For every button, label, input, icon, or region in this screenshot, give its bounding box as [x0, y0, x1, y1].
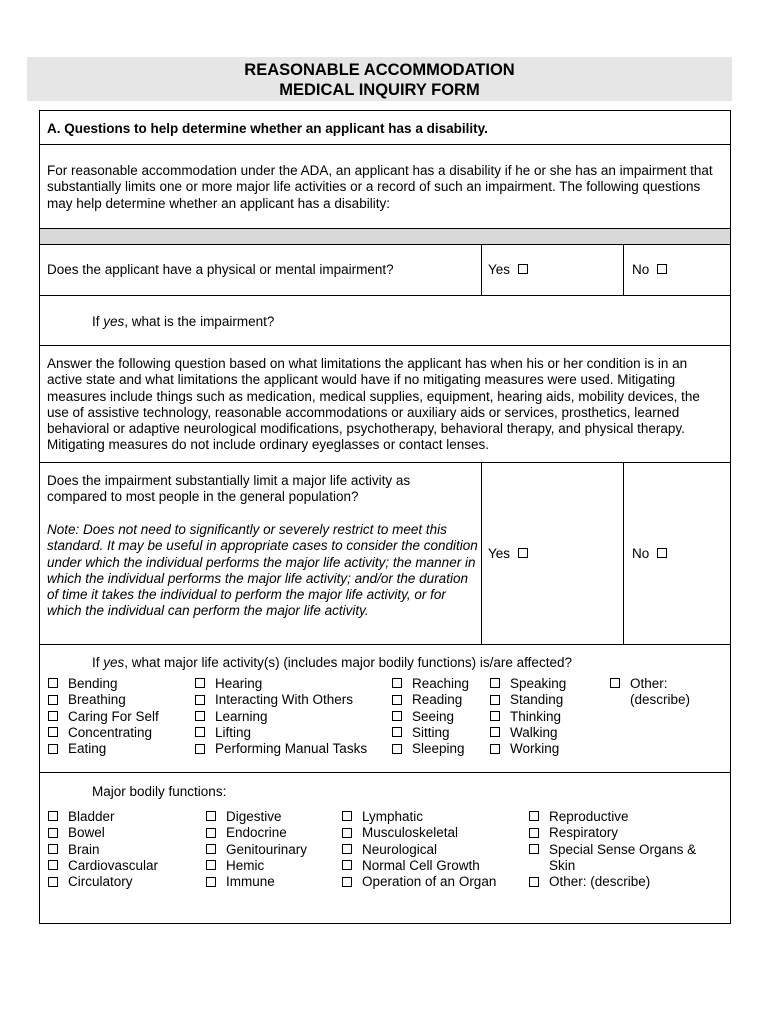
checkbox[interactable]: [206, 860, 216, 870]
life-activity-label: Standing: [510, 692, 564, 708]
life-activity-item[interactable]: [48, 676, 159, 692]
bodily-function-label: Musculoskeletal: [362, 825, 459, 841]
life-activity-item[interactable]: [490, 676, 566, 692]
q1-yes-cell: [481, 244, 624, 296]
checkbox[interactable]: [48, 695, 58, 705]
life-activity-label: Hearing: [215, 676, 263, 691]
bodily-function-label: Lymphatic: [362, 809, 424, 824]
bodily-function-item[interactable]: [529, 809, 696, 825]
q1-followup-prefix: If: [92, 314, 104, 329]
bodily-functions-cell: [39, 772, 731, 924]
q1-followup-cell[interactable]: [39, 295, 731, 346]
q2-no-label: No: [632, 546, 650, 561]
q1-no-label: No: [632, 262, 650, 277]
life-activity-label: Speaking: [510, 676, 567, 691]
separator-bar: [39, 228, 731, 245]
bodily-function-item[interactable]: [206, 825, 307, 841]
checkbox[interactable]: [529, 877, 539, 887]
q1-no-cell: [623, 244, 731, 296]
checkbox[interactable]: [490, 695, 500, 705]
life-activity-label: Sleeping: [412, 741, 465, 757]
checkbox[interactable]: [490, 678, 500, 688]
bodily-function-label: Special Sense Organs &: [549, 841, 697, 857]
checkbox[interactable]: [392, 744, 402, 754]
life-activity-label: Eating: [68, 741, 107, 757]
checkbox[interactable]: [48, 811, 58, 821]
checkbox[interactable]: [206, 844, 216, 854]
q1-followup-yes-word: yes: [103, 314, 125, 329]
checkbox[interactable]: [206, 828, 216, 838]
bodily-functions-col2: [206, 809, 307, 890]
checkbox[interactable]: [342, 811, 352, 821]
checkbox[interactable]: [529, 811, 539, 821]
life-activities-col3: [392, 676, 469, 757]
bodily-function-item[interactable]: [48, 825, 158, 841]
life-activity-other-item[interactable]: [610, 676, 690, 692]
life-activities-prefix: If: [92, 655, 104, 670]
checkbox[interactable]: [195, 711, 205, 721]
checkbox[interactable]: [490, 727, 500, 737]
checkbox[interactable]: [48, 860, 58, 870]
life-activity-label: Working: [510, 741, 560, 757]
bodily-function-label: Digestive: [226, 809, 282, 824]
life-activity-label: Sitting: [412, 724, 450, 740]
life-activity-item[interactable]: [195, 741, 367, 757]
bodily-function-item[interactable]: [48, 858, 158, 874]
life-activity-item[interactable]: [195, 725, 367, 741]
life-activity-item[interactable]: [48, 692, 159, 708]
bodily-function-label: Hemic: [226, 857, 265, 873]
life-activity-label: Learning: [215, 708, 268, 724]
section-a-heading: A. Questions to help determine whether an applicant has a disability.: [47, 121, 488, 136]
bodily-function-label: Operation of an Organ: [362, 874, 497, 890]
bodily-function-continuation: Skin: [549, 857, 576, 873]
checkbox[interactable]: [392, 695, 402, 705]
bodily-function-label: Normal Cell Growth: [362, 857, 480, 873]
bodily-function-item[interactable]: [342, 858, 496, 874]
bodily-function-item[interactable]: [342, 874, 496, 890]
life-activities-col2: [195, 676, 367, 757]
checkbox[interactable]: [48, 727, 58, 737]
q1-no-checkbox[interactable]: [657, 264, 667, 274]
checkbox[interactable]: [342, 844, 352, 854]
life-activity-label: Performing Manual Tasks: [215, 741, 368, 757]
section-a-intro-cell: [39, 144, 731, 229]
bodily-function-item[interactable]: [206, 809, 307, 825]
q2-question-cell: [39, 462, 482, 645]
life-activity-item[interactable]: [195, 692, 367, 708]
q1-followup-text: [92, 314, 274, 330]
life-activity-item[interactable]: [48, 709, 159, 725]
life-activities-col4: [490, 676, 566, 757]
bodily-function-item[interactable]: [48, 874, 158, 890]
q2-note: Note: Does not need to significantly or severely restrict to meet this standard. It may be useful in appropriate cases to consider the condition under which the individual performs the major life activity; the manner in which the individual performs the major life activity; and/or the duration of time it takes the individual to perform the major life activity, or for which the individual can perform the major life activity.: [47, 522, 478, 619]
life-activity-item[interactable]: [490, 741, 566, 757]
life-activity-label: Caring For Self: [68, 708, 159, 724]
checkbox[interactable]: [490, 711, 500, 721]
life-activities-cell: [39, 644, 731, 773]
life-activity-item[interactable]: [392, 725, 469, 741]
checkbox[interactable]: [48, 711, 58, 721]
life-activities-other: [610, 676, 690, 709]
checkbox[interactable]: [195, 678, 205, 688]
life-activity-item[interactable]: [490, 709, 566, 725]
life-activity-label: Bending: [68, 676, 118, 691]
checkbox[interactable]: [48, 678, 58, 688]
mitigating-measures-text: Answer the following question based on what limitations the applicant has when his or her condition is in an active state and what limitations the applicant would have if no mitigating measures were used. Mitigating measures include things such as medication, medical supplies, equipment, hearing aids, mobility devices, the use of assistive technology, reasonable accommodations or auxiliary aids or services, prosthetics, learned behavioral or adaptive neurological modifications, psychotherapy, behavioral therapy, and physical therapy. Mitigating measures do not include ordinary eyeglasses or contact lenses.: [47, 356, 700, 453]
bodily-function-label: Respiratory: [549, 825, 619, 841]
bodily-function-item[interactable]: [206, 874, 307, 890]
bodily-function-label: Immune: [226, 874, 275, 890]
q2-question: Does the impairment substantially limit a major life activity as compared to most people in the general population?: [47, 473, 411, 505]
life-activity-label: Reading: [412, 692, 463, 708]
life-activity-label: Breathing: [68, 692, 126, 708]
life-activity-label: Reaching: [412, 676, 470, 691]
bodily-function-item[interactable]: [206, 858, 307, 874]
bodily-functions-col3: [342, 809, 496, 890]
life-activity-label: Concentrating: [68, 724, 153, 740]
bodily-function-item[interactable]: [206, 842, 307, 858]
bodily-function-label: Bladder: [68, 809, 115, 824]
life-activity-item[interactable]: [490, 692, 566, 708]
q1-question-cell: [39, 244, 482, 296]
checkbox[interactable]: [195, 727, 205, 737]
life-activity-item[interactable]: [490, 725, 566, 741]
checkbox[interactable]: [48, 828, 58, 838]
bodily-function-item[interactable]: [48, 842, 158, 858]
bodily-function-item[interactable]: [529, 825, 696, 841]
bodily-function-label: Circulatory: [68, 874, 133, 890]
bodily-function-label: Reproductive: [549, 809, 629, 824]
bodily-function-item[interactable]: [342, 809, 496, 825]
checkbox[interactable]: [392, 727, 402, 737]
q2-yes-cell: [481, 462, 624, 645]
life-activity-item[interactable]: [392, 692, 469, 708]
q1-yes-label: Yes: [488, 262, 511, 277]
checkbox[interactable]: [392, 711, 402, 721]
checkbox[interactable]: [206, 811, 216, 821]
life-activity-item[interactable]: [195, 709, 367, 725]
section-a-heading-cell: [39, 110, 731, 145]
life-activity-item[interactable]: [195, 676, 367, 692]
checkbox[interactable]: [342, 877, 352, 887]
bodily-function-label: Neurological: [362, 841, 438, 857]
bodily-functions-col4: [529, 809, 696, 890]
bodily-function-label: Endocrine: [226, 825, 287, 841]
section-a-intro: For reasonable accommodation under the ADA, an applicant has a disability if he or she has an impairment that substantially limits one or more major life activities or a record of such an impairment. The following questions may help determine whether an applicant has a disability:: [47, 163, 713, 211]
life-activity-other-describe: (describe): [630, 692, 691, 708]
checkbox[interactable]: [529, 844, 539, 854]
checkbox[interactable]: [342, 860, 352, 870]
mitigating-measures-cell: [39, 345, 731, 463]
checkbox[interactable]: [392, 678, 402, 688]
form-title-line1: REASONABLE ACCOMMODATION: [244, 61, 515, 79]
life-activities-col1: [48, 676, 159, 757]
life-activities-suffix: , what major life activity(s) (includes major bodily functions) is/are affected?: [124, 655, 572, 670]
q2-no-checkbox[interactable]: [657, 548, 667, 558]
checkbox[interactable]: [195, 695, 205, 705]
life-activity-item[interactable]: [48, 725, 159, 741]
bodily-function-item[interactable]: [48, 809, 158, 825]
bodily-function-label: Bowel: [68, 825, 105, 841]
bodily-function-label: Genitourinary: [226, 841, 308, 857]
checkbox[interactable]: [529, 828, 539, 838]
form-title-line2: MEDICAL INQUIRY FORM: [279, 81, 480, 99]
q2-no-cell: [623, 462, 731, 645]
bodily-function-label: Brain: [68, 841, 100, 857]
life-activity-item[interactable]: [392, 709, 469, 725]
q2-yes-checkbox[interactable]: [518, 548, 528, 558]
bodily-function-item[interactable]: [529, 874, 696, 890]
q1-followup-suffix: , what is the impairment?: [124, 314, 275, 329]
checkbox[interactable]: [206, 877, 216, 887]
life-activity-label: Lifting: [215, 724, 252, 740]
checkbox[interactable]: [610, 678, 620, 688]
bodily-function-item[interactable]: [342, 825, 496, 841]
checkbox[interactable]: [342, 828, 352, 838]
life-activity-label: Walking: [510, 724, 558, 740]
life-activity-label: Seeing: [412, 708, 455, 724]
bodily-function-label: Cardiovascular: [68, 857, 159, 873]
q1-yes-checkbox[interactable]: [518, 264, 528, 274]
form-title: [27, 57, 732, 101]
checkbox[interactable]: [48, 877, 58, 887]
q1-question: Does the applicant have a physical or mental impairment?: [47, 262, 394, 277]
life-activity-item[interactable]: [48, 741, 159, 757]
life-activity-label: Interacting With Others: [215, 692, 354, 708]
bodily-function-item[interactable]: [529, 842, 696, 858]
life-activity-item[interactable]: [392, 676, 469, 692]
life-activity-label: Thinking: [510, 708, 562, 724]
checkbox[interactable]: [48, 844, 58, 854]
q2-yes-label: Yes: [488, 546, 511, 561]
bodily-functions-heading: Major bodily functions:: [92, 784, 227, 799]
bodily-functions-col1: [48, 809, 158, 890]
life-activities-yes-word: yes: [103, 655, 125, 670]
life-activity-item[interactable]: [392, 741, 469, 757]
bodily-function-item[interactable]: [342, 842, 496, 858]
checkbox[interactable]: [490, 744, 500, 754]
checkbox[interactable]: [48, 744, 58, 754]
life-activities-question: [92, 655, 572, 671]
bodily-function-label: Other: (describe): [549, 874, 651, 890]
life-activity-other-label: Other:: [630, 676, 668, 691]
checkbox[interactable]: [195, 744, 205, 754]
